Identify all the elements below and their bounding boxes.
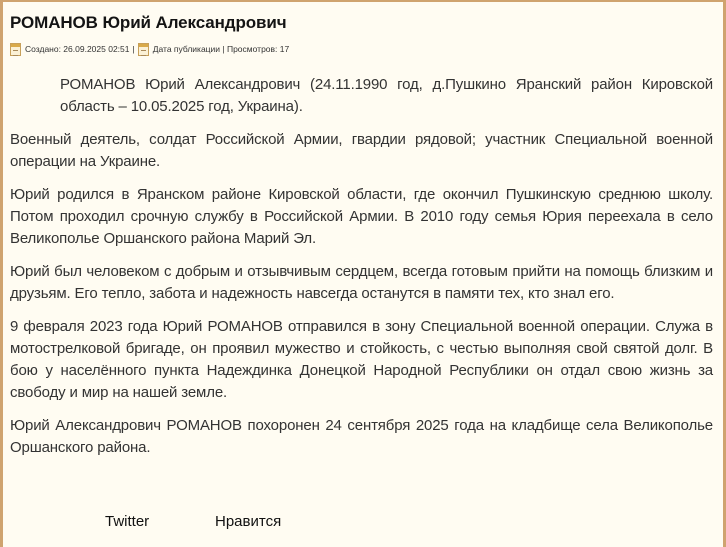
meta-separator: | <box>132 44 135 54</box>
article-meta <box>10 41 289 57</box>
paragraph-character: Юрий был человеком с добрым и отзывчивым сердцем, всегда готовым прийти на помощь близким и друзьям. Его тепло, забота и надежность навсегда останутся в памяти тех, кто знал его. <box>10 263 713 302</box>
calendar-icon <box>10 43 21 56</box>
article-page <box>3 2 723 547</box>
paragraph-service: 9 февраля 2023 года Юрий РОМАНОВ отправился в зону Специальной военной операции. Служа в мотострелковой бригаде, он проявил мужество и стойкость, с честью выполняя свой святой долг. В бою у населённого пункта Надеждинка Донецкой Народной Республики он отдал свою жизнь за свободу и мир на нашей земле. <box>10 318 713 401</box>
created-date: Создано: 26.09.2025 02:51 <box>25 44 130 54</box>
like-button[interactable]: Нравится <box>215 513 282 530</box>
paragraph-intro: РОМАНОВ Юрий Александрович (24.11.1990 год, д.Пушкино Яранский район Кировской область – 10.05.2025 год, Украина). <box>60 76 713 115</box>
paragraph-role: Военный деятель, солдат Российской Армии, гвардии рядовой; участник Специальной военной операции на Украине. <box>10 131 713 170</box>
article-title: РОМАНОВ Юрий Александрович <box>10 13 287 32</box>
calendar-icon <box>138 43 149 56</box>
paragraph-biography: Юрий родился в Яранском районе Кировской области, где окончил Пушкинскую среднюю школу. Потом проходил срочную службу в Российской Армии. В 2010 году семья Юрия переехала в село Великополье Оршанского района Марий Эл. <box>10 186 713 247</box>
twitter-share-button[interactable]: Twitter <box>105 513 150 530</box>
paragraph-burial: Юрий Александрович РОМАНОВ похоронен 24 сентября 2025 года на кладбище села Великополье Оршанского района. <box>10 417 713 456</box>
article-body <box>10 74 713 470</box>
published-views: Дата публикации | Просмотров: 17 <box>152 44 290 54</box>
